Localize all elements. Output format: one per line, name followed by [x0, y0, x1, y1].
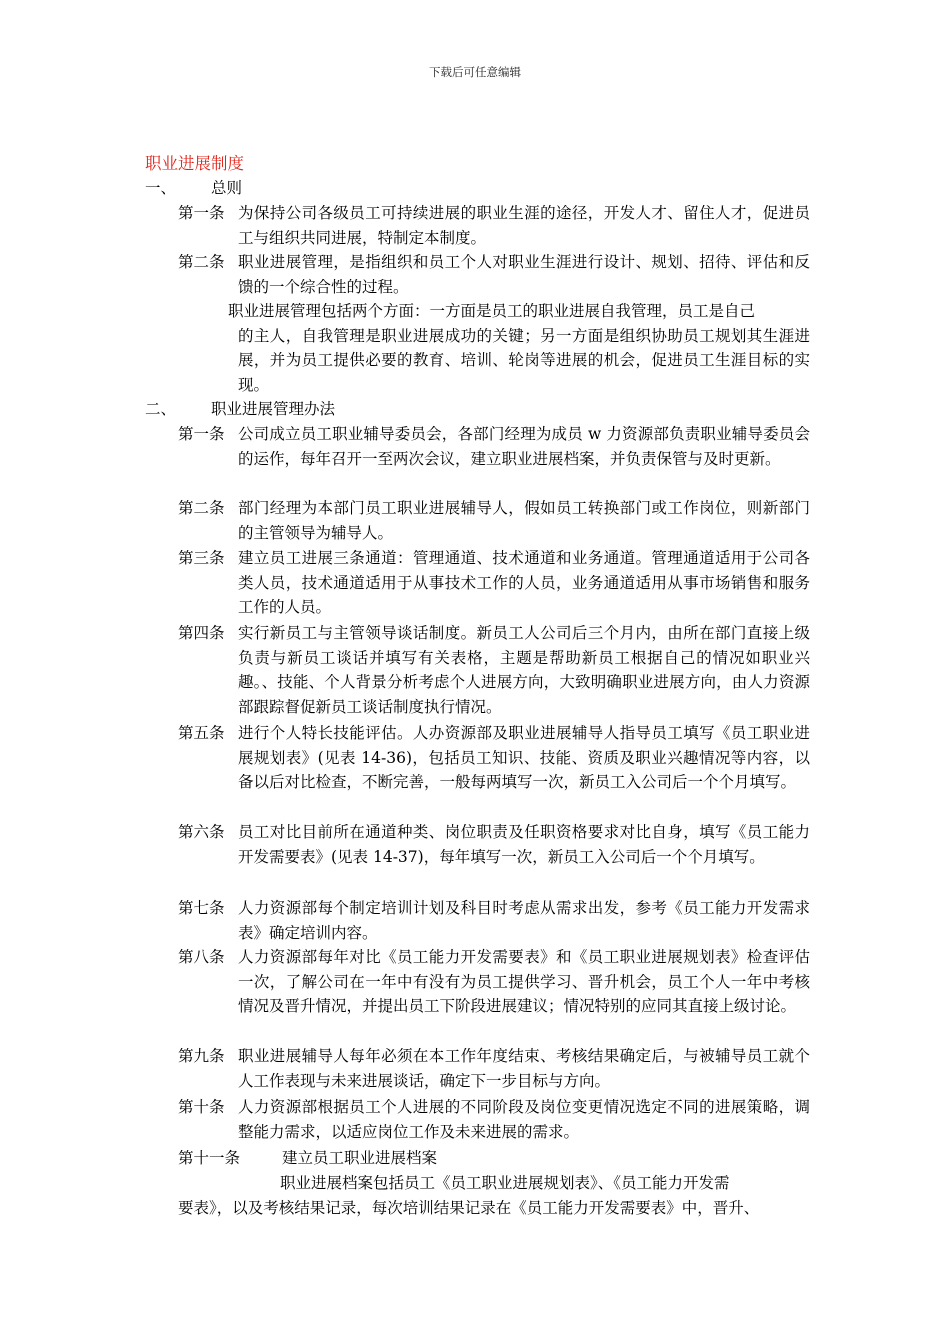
article-text: 职业进展管理，是指组织和员工个人对职业生涯进行设计、规划、招待、评估和反馈的一个综合性的过程。: [238, 253, 810, 296]
article-management-8: [178, 945, 810, 1019]
article-label: 第十一条: [178, 1149, 241, 1167]
article-label: 第三条: [178, 549, 225, 567]
article-text: 建立员工进展三条通道：管理通道、技术通道和业务通道。管理通道适用于公司各类人员，技术通道适用于从事技术工作的人员，业务通道适用从事市场销售和服务工作的人员。: [238, 549, 810, 616]
document-title: 职业进展制度: [145, 154, 244, 173]
article-label: 第四条: [178, 624, 225, 642]
article-text: 进行个人特长技能评估。人办资源部及职业进展辅导人指导员工填写《员工职业进展规划表》(见表 14-36)，包括员工知识、技能、资质及职业兴趣情况等内容，以备以后对比检查，不断完善，一般每两填写一次，新员工入公司后一个个月填写。: [238, 724, 810, 791]
article-label: 第七条: [178, 899, 225, 917]
page-header-note: 下载后可任意编辑: [429, 65, 521, 79]
article-management-3: [178, 546, 810, 620]
article-text: 人力资源部每个制定培训计划及科目时考虑从需求出发，参考《员工能力开发需求表》确定培训内容。: [238, 899, 810, 942]
article-management-7: [178, 896, 810, 945]
article-management-4: [178, 621, 810, 719]
article-management-10: [178, 1095, 810, 1144]
general-paragraph-continuation: 的主人，自我管理是职业进展成功的关键；另一方面是组织协助员工规划其生涯进展，并为员工提供必要的教育、培训、轮岗等进展的机会，促进员工生涯目标的实现。: [238, 326, 810, 394]
article-text: 公司成立员工职业辅导委员会，各部门经理为成员 w 力资源部负责职业辅导委员会的运作，每年召开一至两次会议，建立职业进展档案，并负责保管与及时更新。: [238, 425, 810, 468]
article-label: 第五条: [178, 724, 225, 742]
section-number: 二、: [145, 400, 177, 418]
article-label: 第二条: [178, 499, 225, 517]
section-heading-general: [145, 176, 242, 198]
article-text: 实行新员工与主管领导谈话制度。新员工人公司后三个月内，由所在部门直接上级负责与新员工谈话并填写有关表格，主题是帮助新员工根据自己的情况如职业兴趣。、技能、个人背景分析考虑个人进展方向，大致明确职业进展方向，由人力资源部跟踪督促新员工谈话制度执行情况。: [238, 624, 810, 716]
article-label: 第一条: [178, 425, 225, 443]
section-title: 职业进展管理办法: [211, 400, 336, 418]
article-text: 员工对比目前所在通道种类、岗位职责及任职资格要求对比自身，填写《员工能力开发需要表》(见表 14-37)，每年填写一次，新员工入公司后一个个月填写。: [238, 823, 810, 866]
article-general-2: [178, 250, 810, 299]
archive-paragraph-second-line: 要表》，以及考核结果记录，每次培训结果记录在《员工能力开发需要表》中，晋升、: [178, 1198, 760, 1217]
article-management-1: [178, 422, 810, 471]
general-paragraph-first-line: 职业进展管理包括两个方面：一方面是员工的职业进展自我管理，员工是自己: [228, 302, 756, 320]
article-management-11-heading: [178, 1146, 437, 1171]
article-title: 建立员工职业进展档案: [282, 1149, 438, 1167]
article-general-1: [178, 201, 810, 250]
article-label: 第二条: [178, 253, 225, 271]
article-text: 人力资源部根据员工个人进展的不同阶段及岗位变更情况选定不同的进展策略，调整能力需求，以适应岗位工作及未来进展的需求。: [238, 1098, 810, 1141]
article-label: 第六条: [178, 823, 225, 841]
article-text: 部门经理为本部门员工职业进展辅导人，假如员工转换部门或工作岗位，则新部门的主管领导为辅导人。: [238, 499, 810, 542]
article-management-2: [178, 496, 810, 545]
article-label: 第十条: [178, 1098, 225, 1116]
article-management-6: [178, 820, 810, 869]
article-text: 职业进展辅导人每年必须在本工作年度结束、考核结果确定后，与被辅导员工就个人工作表现与未来进展谈话，确定下一步目标与方向。: [238, 1047, 810, 1090]
section-number: 一、: [145, 179, 177, 197]
section-title: 总则: [211, 179, 243, 197]
article-text: 人力资源部每年对比《员工能力开发需要表》和《员工职业进展规划表》检查评估一次，了解公司在一年中有没有为员工提供学习、晋升机会，员工个人一年中考核情况及晋升情况，并提出员工下阶段进展建议；情况特别的应同其直接上级讨论。: [238, 948, 810, 1015]
article-management-9: [178, 1044, 810, 1093]
article-label: 第一条: [178, 204, 225, 222]
article-text: 为保持公司各级员工可持续进展的职业生涯的途径，开发人才、留住人才，促进员工与组织共同进展，特制定本制度。: [238, 204, 810, 247]
article-management-5: [178, 721, 810, 795]
archive-paragraph-first-line: 职业进展档案包括员工《员工职业进展规划表》、《员工能力开发需: [280, 1174, 730, 1192]
section-heading-management: [145, 397, 335, 419]
article-label: 第九条: [178, 1047, 225, 1065]
article-label: 第八条: [178, 948, 225, 966]
